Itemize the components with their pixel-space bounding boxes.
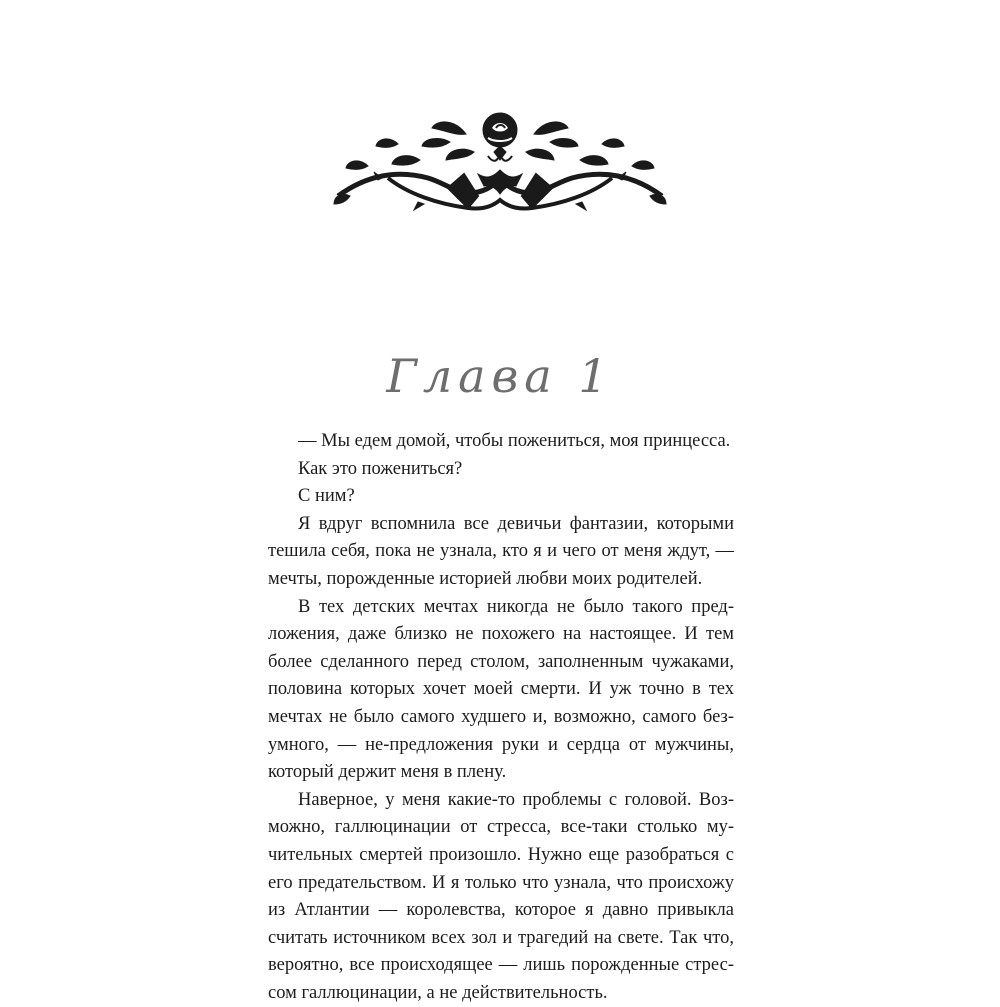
chapter-text [268,428,734,1007]
paragraph: С ним? [298,486,355,507]
paragraph: Как это пожениться? [298,458,463,479]
paragraph: Наверное, у меня какие-то проблемы с головой. Возможно, галлюцинации от стресса, все-таки столько мучительных смертей произошло. Нужно еще разобраться с его предательством. И я только что узнала, что происхожу из Атлантии — королевства, которое я давно привыкла считать источником всех зол и трагедий на свете. Так что, вероятно, все происходящее — лишь порожденные стрессом галлюцинации, а не действительность. [268,789,734,1003]
rose-vine-ornament-icon [328,104,672,216]
chapter-title: Глава 1 [386,349,614,403]
paragraph: В тех детских мечтах никогда не было такого предложения, даже близко не похожего на настоящее. И тем более сделанного перед столом, заполненным чужаками, половина которых хочет моей смерти. И уж точно в тех мечтах не было самого худшего и, возможно, самого безумного, — не-предложения руки и сердца от мужчины, который держит меня в плену. [268,596,734,783]
paragraph: Я вдруг вспомнила все девичьи фантазии, которыми тешила себя, пока не узнала, кто я и чего от меня ждут, — мечты, порожденные историей любви моих родителей. [268,513,734,589]
paragraph: — Мы едем домой, чтобы пожениться, моя принцесса. [298,431,731,451]
